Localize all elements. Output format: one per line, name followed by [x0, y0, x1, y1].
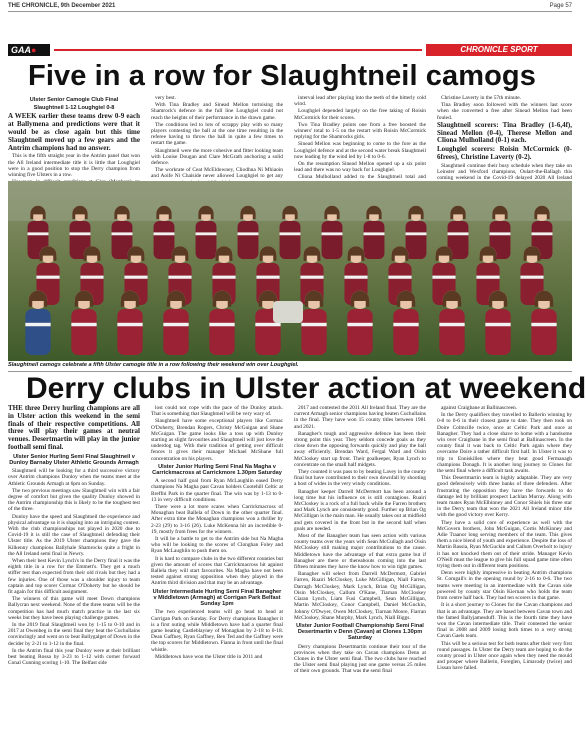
paragraph: Banagher keeper Darrell McDermott has been around a long time but his influence on is still contagious. Ruairi McCloskey is a rock of a full back while the Farren brothers and Mark Lynch are consistently good. Further up Brian Og McGilligan is the main man. He usually takes out at midfield and gets covered in the front but in the second half when goals are needed.: [294, 488, 426, 532]
paragraph: They have a solid core of experience as well with the McGovern brothers, John McGuigan, Cortis McKinney and Adie Traanor long serving members of the team. This gives them a nice blend of youth and experience. Despite the loss of Martin Bassia, Ryan McGuckin and Callum Overholt to injury it has not knocked them out of their stride. Manager Kevin O'Neill must the league to give his full squad game time often trying them out in different team positions.: [437, 519, 572, 570]
paragraph: The two previous meetings saw Slaughtneil win with a fair degree of comfort but given the quality Dunloy showed in the Antrim championship this is likely to be the toughest test of the three.: [8, 487, 140, 513]
paragraph: Christine Laverty in the 57th minute.: [441, 95, 521, 101]
subheading: Ulster Junior Football Championship Semi Final Desertmartin v Denn (Cavan) at Clones 1.30pm Saturday: [296, 622, 424, 642]
paragraph: Loughgiel scorers: Roisin McCormick (0-6frees), Christine Laverty (0-2).: [437, 145, 572, 161]
paragraph: A second half goal from Ryan McLaughlin eased Derry champions Na Magha past Cavan holders Cootehill Celtic at Breffni Park in the quarter final. The win was by 1-13 to 0-13 in very difficult conditions.: [151, 478, 283, 503]
paragraph: They counted it was pass to by beating Lavey in the county final but have contributed to their own downfall by shooting a host of wides in the very windy conditions.: [294, 469, 426, 488]
player-figure: [322, 206, 343, 259]
paragraph: In the Derry qualifiers they travelled to Ballerin winning by 0-8 to 0-6 in their closest game to date. They then took on Doire Colmcille twice, once at Celtic Park and once at Banagher. They had a close shave to home with a handsome win over Craigbane in the semi final at Ballinascreen. In the county final it was back to Celtic Park again where they overcame Doire a rather difficult first half. In Ulster it was to trip to Enniskillen where they beat good Fermanagh champions Donagh. It is another long journey to Clones for the semi final where a difficult task awaits.: [437, 412, 572, 475]
paragraph: 2017 and contested the 2011 All Ireland final. They are the current Armagh senior champions having beaten Cuchullains in the final. They have won 15 county titles between 1981 and 2021.: [294, 405, 426, 430]
story1-column-3: [294, 95, 426, 179]
paragraph: Middletown have won the Ulster title in 2011 and: [155, 653, 263, 660]
story1-column-4: [437, 95, 572, 182]
story2-column-4: [437, 405, 572, 735]
gaa-dot-icon: ●: [31, 45, 37, 55]
paragraph: Banagher's tough and aggressive defence has been their strong point this year. They seldom concede goals as they close down the opposing forwards quickly and play the ball away efficiently. Brendan Ward, Fergal Ward and Oisin McCloskey start up front. Their goalkeeper, Ryan Lynch to concentrate on the small half midgets.: [294, 430, 426, 468]
paragraph: Slaughtneil scorers: Tina Bradley (1-6,4f), Sinead Mellon (0-4), Therese Mellon and Cliona Mulholland (0-1) each.: [437, 120, 572, 145]
story1-column-2: [151, 95, 283, 179]
paragraph: In the 2019 final Slaughtneil won by 1-15 to 0-10 and in 2017 at Owenbeg in the semi final they beat the Cuchullains convincingly and went on to beat Ballygalget of Down in the decider by 2-21 to 1-12 in the final.: [8, 622, 140, 647]
player-figure: [238, 206, 259, 259]
paragraph: Dunloy have the speed and Slaughtneil the experience and physical advantage so it is shaping into an intriguing contest. With the club championships not played in 2020 due to Covid-19 it is still the case of Slaughtneil defending their Ulster title. As the 2019 Ulster champions they gave the Kilkenny champions Ballyhale Shamrocks quite a fright in the All Ireland semi final in Newry.: [8, 513, 140, 557]
paragraph: Loughgiel depended largely on the free taking of Roisin McCormick for their scores.: [294, 108, 426, 121]
photo-caption: Slaughtneil camogs celebrate a fifth Ulster camogie title in a row following their weekend win over Loughgiel.: [8, 362, 299, 368]
story2-column-2: [151, 405, 283, 735]
paragraph: It is a short journey to Clones for the Cavan champions and that is an advantage. They are based between Cavan town and the famed Ballyjamesduff. This is the fourth time they have won the Cavan intermediate title. Their contested the senior final in 2008 and 2009 losing both times to a very strong Cavan Gaels team.: [437, 602, 572, 640]
paragraph: Two Tina Bradley points one from a free boosted the winners' total to 1-5 on the restart with Roisin McCormick replying for the Shamrocks girls.: [294, 121, 426, 141]
paragraph: Slaughtneil will be looking for a third successive victory over Antrim champions Dunloy when the teams meet at the Athletic Grounds Armagh at 6pm on Sunday.: [8, 468, 140, 487]
paragraph: The conditions led to lots of scrappy play with so many players contesting the ball at the one time resulting in the referee having to throw the ball in quite a few times to restart the game.: [151, 121, 283, 147]
paragraph: This Desertmartin team is highly adaptable. They are very good defensively with three banks of three defenders. After frustrating the opposition they have the forwards to do damage led by brilliant prospect Lachlan Murray. Along with team mates Ryan McElhinney and Conor Shiels his three star in the Derry team that won the 2021 All Ireland minor title with the good victory over Kerry.: [437, 475, 572, 519]
paragraph: Derry champions Desertmartin continue their tour of the provinces when they take on Cavan champions Denn at Clones in the Ulster semi final. The two clubs have reached the Ulster semi final playing just one game versus 25 miles of their own grounds. That was the semi final: [294, 643, 426, 675]
paragraph: In the Antrim final this year Dunloy were at their brilliant best beating Rossa by 3-23 to 1-12 with corner forward Conal Cunning scoring 1-10. The Belfast side: [8, 647, 140, 667]
paragraph: On the resumption Sinead Mellon opened up a six point lead and there was no way back for Loughgiel.: [294, 161, 426, 174]
trophy-shape: [273, 301, 303, 323]
paragraph: A WEEK earlier these teams drew 0-9 each at Ballymena and predictions were that it would be as close again but this time Slaughtneil moved up a few gears and the Antrim champions had no answer.: [8, 112, 140, 152]
subheading: Slaughtneil 1-12 Loughgiel 0-8: [33, 105, 115, 112]
subheading: Ulster Senior Hurling Semi Final Slaughtneil v Dunloy Barnaby Ulster Athletic Grounds Armagh: [9, 453, 139, 466]
player-figure: [196, 206, 217, 259]
paragraph: Most of the Banagher team has seen action with various county teams over the years with Sean McCullagh and Oisin McCloskey still making major contributions to the cause. Middletown have the advantage of that extra game but if Banagher are there or thereabouts coming into the last fifteen minutes they have the know how to win tight games.: [294, 533, 426, 571]
paragraph: Denn were highly impressive in beating Antrim champions St. Comgall's in the opening round by 2-16 to 0-6. The two teams were meeting in an intermediate with the Cavan side powered by county star Oisin Kiernan who holds the team from centre half back. They had ten scorers in that game.: [437, 570, 572, 602]
player-figure: [163, 291, 188, 355]
player-figure: [347, 291, 372, 355]
paragraph: THE three Derry hurling champions are all in Ulster action this weekend in the semi finals of their respective competitions. All three will play their games at neutral venues. Desertmartin will play in the junior football semi final.: [8, 404, 140, 451]
headline-derry-clubs: Derry clubs in Ulster action at weekend: [26, 372, 586, 405]
player-figure: [209, 291, 234, 355]
paragraph: against Craigbane at Ballinascreen.: [441, 405, 518, 411]
subheading: Ulster Intermediate Hurling Semi Final Banagher v Middletown (Armagh) at Corrigan Park Belfast Sunday 1pm: [152, 588, 282, 608]
player-figure: [406, 206, 427, 259]
headline-slaughtneil: Five in a row for Slaughtneil camogs: [28, 60, 536, 92]
chronicle-sport-logo: CHRONICLE SPORT: [426, 44, 572, 56]
paragraph: Banagher will select from Darrell McDermott, Gabriel Farren, Ruairi McCloskey, Luke McGilligan, Niall Farren, Darragh McCloskey, Mark Lynch, Brian Og McGilligan, Oisin McCloskey, Callum O'Kane, Tiarnan McCloskey Ciaran Lynch, Liam Fusi Campbell, Sean McGilligan, Martin McCloskey, Conor Campbell, Daniel McGuckin, Johnny O'Dwyer, Owen McCloskey, Tiarnan Moore, Fiarran McCloskey, Shane Murphy, Mark Lynch, Niall Biggs.: [294, 571, 426, 621]
paragraph: It will be a battle to get to the Antrim side but Na Magha who will be looking to the scores of Clonghan Foley and Ryan McLaughlin to push them on.: [151, 536, 283, 555]
player-figure: [439, 291, 464, 355]
player-figure: [301, 291, 326, 355]
subheading: Ulster Junior Hurling Semi Final Na Magha v Carrickmacross at Carrickmore 1.30pm Saturday: [152, 463, 282, 477]
team-photo-illustration: [8, 181, 572, 361]
player-figure: [393, 291, 418, 355]
paragraph: The two experienced teams will go head to head at Corrigan Park on Sunday. For Derry champions Banagher it is a first outing while Middletown have had a quarter final game beating Castleblayney of Monaghan by 2-18 to 0-18. Dean Gaffney, Ryan Gaffney, Ben Ted and the Gaffney were the top scorers for Middletown. Fianna in front until the final whistle.: [151, 609, 283, 653]
paragraph: Cliona Mulholland added to the Slaughtneil total and: [298, 174, 426, 181]
player-figure: [531, 291, 556, 355]
paragraph: very best.: [155, 95, 176, 101]
paragraph: The workrate of Ceat McEldowney, Cliodhna Ni Mhiaoin and Aoife Ni Chaiside never allowed Loughgiel to get any: [151, 167, 283, 180]
page-number: Page 57: [549, 3, 572, 9]
player-figure: [280, 206, 301, 259]
player-figure: [117, 291, 142, 355]
player-figure: [485, 291, 510, 355]
band-divider: [54, 49, 422, 51]
paragraph: Tina Bradley soon followed with the winners last score when she converted a free after Sinead Mellon had been fouled.: [437, 102, 572, 121]
paragraph: The winners of this game will meet Down champions Ballycran next weekend. None of the three teams will be the competition has had much match practice in the last six weeks but they have been playing challenge games.: [8, 596, 140, 621]
paragraph: This will be a serious test for both teams after their very first round passages. In Ulster the Derry team are hoping to do the county proud in Ulster once again when they need the mould and prosper where Ballerin, Foreglen, Limavady (twice) and Lissan have failed.: [437, 640, 572, 672]
paragraph: With Tina Bradley and Sinead Mellon tortoising the Shamrock's defence in the full line Loughgiel could not reach the heights of their performance in the drawn game.: [151, 102, 283, 121]
paragraph: There were a lot more scares when Carrickmacross of Monaghan beat Ballela of Down in the other quarter final. After extra time the Monaghan champions won a thriller by 2-23 (29) to 3-16 (26). Luke McKenna hit an incredible 0-19, mostly from frees for the winners.: [151, 504, 283, 535]
paragraph: Slaughtneil continue their busy schedule when they take on Leinster and Wexford champions, Oulart-the-Ballagh this coming weekend in the Covid-19 delayed 2020 All Ireland: [437, 162, 572, 182]
player-figure: [154, 206, 175, 259]
paragraph: lost could not cope with the pace of the Dunloy attack. That is something that Slaughtneil will be very wary of.: [151, 405, 283, 418]
story2-column-1: [8, 405, 140, 735]
story2-column-3: [294, 405, 426, 735]
paragraph: Sinead Mellon was beginning to come to the fore as the Loughgiel defence and at the second water break Slaughtneil now leading by the wind led by 1-8 to 0-6.: [294, 141, 426, 160]
subheading: Ulster Senior Camogie Club Final: [29, 97, 119, 103]
story1-column-1: [8, 95, 140, 179]
paragraph: It is hard to compare clubs in the two different counties but given the amount of scores that Carrickmacross hit against Ballela they will start favourites. Na Magha have not been tested against strong opposition when they played in the Antrim third division and that may be an advantage.: [151, 555, 283, 587]
masthead-bar: [8, 2, 572, 12]
player-figure: [71, 291, 96, 355]
paragraph: This is the fifth straight year in the Antrim panel that won the All Ireland intermediate title it is little that Loughgiel were in a good position to stop the Derry champion from winning five Ulsters in a row.: [8, 153, 140, 178]
paragraph: When their best Kevin Lynch's in the Derry final it was the eighth title in a row for the Emmett's. They get a much stiffer test than expected from their old rivals but they had a few injuries. One of those was a shoulder injury to team captain and top scorer Cormac O'Doherty but he should be fit again for this difficult assignment.: [8, 558, 140, 596]
gaa-logo: [8, 44, 50, 56]
paper-date: THE CHRONICLE, 9th December 2021: [8, 3, 116, 9]
paragraph: interval lead after playing into the teeth of the bitterly cold wind.: [294, 95, 426, 108]
paragraph: Slaughtneil have some exceptional players like Cormac O'Doherty, Brendan Rogers, Christy McGuigan and Shane McGuigan. The game looks like a toss up with Dunloy starting as slight favourites and Slaughtneil will just love the underdog tag. With their tradition of getting over difficult fences it gives their manager Michael McShane full concentration on his players.: [151, 418, 283, 462]
player-figure: [25, 291, 50, 355]
paragraph: Slaughtneil were the more cohesive and fitter looking team with Louise Dougan and Clare McGrath anchoring a solid defence.: [151, 147, 283, 167]
player-figure: [364, 206, 385, 259]
section-band: [8, 44, 572, 56]
team-photo: [8, 181, 572, 361]
gaa-logo-text: GAA: [11, 45, 31, 55]
